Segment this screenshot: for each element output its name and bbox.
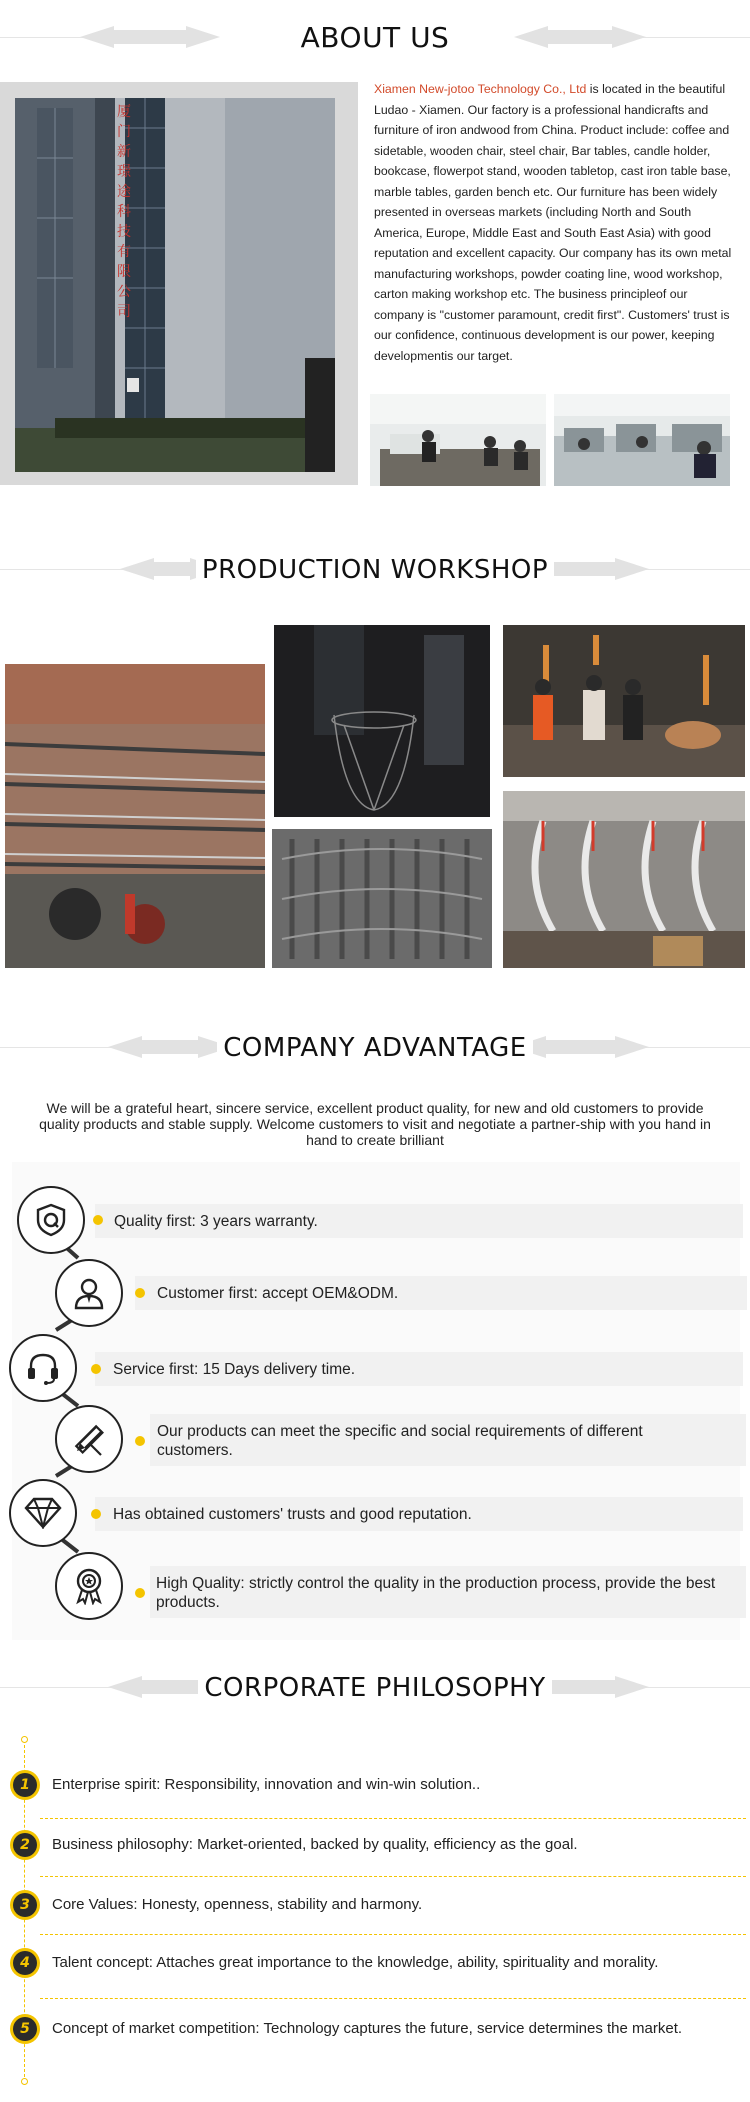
advantage-title: COMPANY ADVANTAGE: [217, 1033, 532, 1063]
philosophy-text-3: Core Values: Honesty, openness, stability and harmony.: [52, 1896, 423, 1913]
workshop-photo-welding: [274, 625, 490, 817]
advantage-text-1: Quality first: 3 years warranty.: [114, 1213, 318, 1230]
award-icon: [71, 1567, 107, 1605]
bullet-dot: [91, 1509, 101, 1519]
shield-q-icon: [33, 1202, 69, 1238]
philosophy-text-1: Enterprise spirit: Responsibility, innovation and win-win solution..: [52, 1776, 481, 1793]
bullet-dot: [93, 1215, 103, 1225]
advantage-badge-5: [9, 1479, 77, 1547]
about-title: ABOUT US: [295, 21, 456, 54]
bullet-dot: [91, 1364, 101, 1374]
advantage-badge-6: [55, 1552, 123, 1620]
timeline-start-dot: [21, 1736, 28, 1743]
philosophy-number-3: 3: [10, 1890, 40, 1920]
headset-icon: [25, 1350, 61, 1386]
philosophy-text-5: Concept of market competition: Technology captures the future, service determines the market.: [52, 2020, 683, 2037]
advantage-badge-4: [55, 1405, 123, 1473]
philosophy-divider: [40, 1818, 746, 1819]
about-body: is located in the beautiful Ludao - Xiamen. Our factory is a professional handicrafts and furniture of iron andwood from China. Product include: coffee and sidetable, wooden chair, steel chair, Bar tables, candle holder, bookcase, flowerpot stand, wooden tabletop, cast iron table base, marble tables, garden bench etc. Our furniture has been widely presented in overseas markets (including North and South America, Europe, Middle East and South East Asia) with good reputation and excellent capacity. Our company has its own metal manufacturing workshops, powder coating line, wood workshop, carton making workshop etc. The business principleof our company is "customer paramount, credit first". Customers' trust is our confidence, continuous development is our power, keeping developmentis our target.: [374, 82, 732, 363]
workshop-heading: [0, 548, 750, 592]
advantage-text-6: High Quality: strictly control the quality in the production process, provide the best products.: [156, 1575, 716, 1611]
about-description: [374, 79, 738, 366]
advantage-badge-2: [55, 1259, 123, 1327]
office-photo-2: [554, 394, 730, 486]
user-icon: [72, 1276, 106, 1310]
philosophy-title: CORPORATE PHILOSOPHY: [198, 1673, 551, 1703]
philosophy-text-2: Business philosophy: Market-oriented, backed by quality, efficiency as the goal.: [52, 1836, 578, 1853]
advantage-text-3: Service first: 15 Days delivery time.: [113, 1361, 356, 1378]
workshop-photo-frames: [272, 829, 492, 968]
workshop-photo-coating-line: [503, 791, 745, 968]
workshop-photo-shelves: [5, 664, 265, 968]
advantage-intro: We will be a grateful heart, sincere service, excellent product quality, for new and old customers to provide quality products and stable supply. Welcome customers to visit and negotiate a partner-ship with you hand in hand to create brilliant: [39, 1100, 711, 1148]
philosophy-number-1: 1: [10, 1770, 40, 1800]
philosophy-divider: [40, 1934, 746, 1935]
advantage-text-2: Customer first: accept OEM&ODM.: [157, 1285, 399, 1302]
philosophy-number-4: 4: [10, 1948, 40, 1978]
philosophy-divider: [40, 1876, 746, 1877]
pencil-ruler-icon: [71, 1421, 107, 1457]
office-photo-1: [370, 394, 546, 486]
building-sign: 厦门新璟途科技有限公司: [117, 104, 131, 320]
bullet-dot: [135, 1436, 145, 1446]
advantage-heading: [0, 1026, 750, 1070]
about-heading: [0, 16, 750, 60]
bullet-dot: [135, 1288, 145, 1298]
advantage-badge-1: [17, 1186, 85, 1254]
philosophy-heading: [0, 1666, 750, 1710]
diamond-icon: [24, 1497, 62, 1529]
advantage-text-4: Our products can meet the specific and social requirements of different customers.: [157, 1423, 643, 1459]
company-building-photo: [15, 98, 335, 472]
philosophy-number-5: 5: [10, 2014, 40, 2044]
company-name: Xiamen New-jotoo Technology Co., Ltd: [374, 82, 587, 96]
workshop-photo-team: [503, 625, 745, 777]
philosophy-text-4: Talent concept: Attaches great importance to the knowledge, ability, spirituality and morality.: [52, 1954, 659, 1971]
bullet-dot: [135, 1588, 145, 1598]
advantage-text-5: Has obtained customers' trusts and good reputation.: [113, 1506, 472, 1523]
workshop-title: PRODUCTION WORKSHOP: [196, 555, 554, 585]
timeline-end-dot: [21, 2078, 28, 2085]
philosophy-divider: [40, 1998, 746, 1999]
philosophy-number-2: 2: [10, 1830, 40, 1860]
advantage-badge-3: [9, 1334, 77, 1402]
